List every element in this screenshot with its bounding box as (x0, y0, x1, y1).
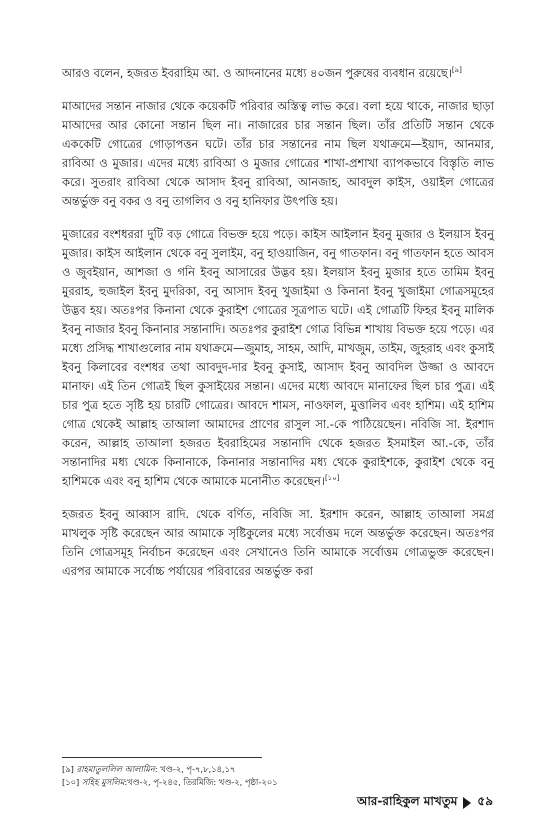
footnote-marker: [১০] (62, 777, 80, 787)
footnote-ref-9[interactable]: [৯] (451, 66, 462, 75)
footnote-detail: : খণ্ড-২, পৃ-৭,৮,১৪,১৭ (154, 764, 236, 774)
paragraph-text: মাআদের সন্তান নাজার থেকে কয়েকটি পরিবার অস্তিত্ব লাভ করে। বলা হয়ে থাকে, নাজার ছাড়া মাআদের আর কোনো সন্তান ছিল না। নাজারের চার সন্তান ছিল। তাঁর প্রতিটি সন্তান থেকে এককেটি গোত্রের গোড়াপত্তন ঘটে। তাঁর চার সন্তানের নাম ছিল যথাক্রমে—ইয়াদ, আনমার, রাবিআ ও মুজার। এদের মধ্যে রাবিআ ও মুজার গোত্রের শাখা-প্রশাখা ব্যাপকভাবে বিস্তৃতি লাভ করে। সুতরাং রাবিআ থেকে আসাদ ইবনু রাবিআ, আনজাহ, আবদুল কাইস, ওয়াইল গোত্রের অন্তর্ভুক্ত বনু বকর ও বনু তাগলিব ও বনু হানিফার উৎপত্তি হয়। (62, 99, 494, 208)
book-title: আর-রাহিকুল মাখতুম (356, 794, 458, 808)
page-footer (357, 793, 493, 813)
page-number: ৫৯ (477, 794, 493, 808)
triangle-right-icon (463, 797, 471, 809)
paragraph-text: আরও বলেন, হজরত ইবরাহিম আ. ও আদনানের মধ্যে ৪০জন পুরুষের ব্যবধান রয়েছে। (62, 66, 452, 80)
footnote-10 (62, 776, 494, 789)
paragraph-text: হজরত ইবনু আব্বাস রাদি. থেকে বর্ণিত, নবিজি সা. ইরশাদ করেন, আল্লাহ তাআলা সমগ্র মাখলুক সৃষ্টি করেছেন আর আমাকে সৃষ্টিকুলের মধ্যে সর্বোত্তম দলে অন্তর্ভুক্ত করেছেন। অতঃপর তিনি গোত্রসমূহ নির্বাচন করেছেন এবং সেখানেও তিনি আমাকে সর্বোত্তম গোত্রভুক্ত করেছেন। এরপর আমাকে সর্বোচ্চ পর্যায়ের পরিবারের অন্তর্ভুক্ত করা (62, 507, 494, 578)
footnote-divider (62, 757, 262, 758)
paragraph-4 (62, 505, 494, 581)
paragraph-3 (62, 225, 494, 491)
body-text (62, 64, 494, 595)
paragraph-1 (62, 64, 494, 83)
paragraph-2 (62, 97, 494, 211)
footnote-marker: [৯] (62, 764, 74, 774)
paragraph-text: মুজারের বংশধররা দুটি বড় গোত্রে বিভক্ত হয়ে পড়ে। কাইস আইলান ইবনু মুজার ও ইলয়াস ইবনু মুজার। কাইস আইলান থেকে বনু সুলাইম, বনু হাওয়াজিন, বনু গাতফান। বনু গাতফান হতে আবস ও জুবইয়ান, আশজা ও গনি ইবনু আসারের উদ্ভব হয়। ইলয়াস ইবনু মুজার হতে তামিম ইবনু মুররাহ, হুজাইল ইবনু মুদরিকা, বনু আসাদ ইবনু খুজাইমা ও কিনানা ইবনু খুজাইমা গোত্রসমূহের উদ্ভব হয়। অতঃপর কিনানা থেকে কুরাইশ গোত্রের সূত্রপাত ঘটে। এই গোত্রটি ফিহর ইবনু মালিক ইবনু নাজার ইবনু কিনানার সন্তানাদি। অতঃপর কুরাইশ গোত্র বিভিন্ন শাখায় বিভক্ত হয়ে পড়ে। এর মধ্যে প্রসিদ্ধ শাখাগুলোর নাম যথাক্রমে—জুমাহ, সাহম, আদি, মাখজুম, তাইম, জুহরাহ এবং কুসাই ইবনু কিলাবের বংশধর তথা আবদুদ-দার ইবনু কুসাই, আসাদ ইবনু আবদিল উজ্জা ও আবদে মানাফ। এই তিন গোত্রই ছিল কুসাইয়ের সন্তান। এদের মধ্যে আবদে মানাফের ছিল চার পুত্র। এই চার পুত্র হতে সৃষ্টি হয় চারটি গোত্রের। আবদে শামস, নাওফাল, মুত্তালিব এবং হাশিম। এই হাশিম গোত্র থেকেই আল্লাহ তাআলা আমাদের প্রাণের রাসুল সা.-কে পাঠিয়েছেন। নবিজি সা. ইরশাদ করেন, আল্লাহ তাআলা হজরত ইবরাহিমের সন্তানাদি থেকে হজরত ইসমাইল আ.-কে, তাঁর সন্তানাদির মধ্য থেকে কিনানাকে, কিনানার সন্তানাদির মধ্য থেকে কুরাইশকে, কুরাইশ থেকে বনু হাশিমকে এবং বনু হাশিম থেকে আমাকে মনোনীত করেছেন। (62, 227, 494, 488)
footnote-detail: :খণ্ড-২, পৃ-২৪৫, তিরমিজি: খণ্ড-২, পৃষ্ঠা-২০১ (124, 777, 278, 787)
footnote-9 (62, 763, 494, 776)
footnotes (62, 763, 494, 789)
footnote-source: সহিহ মুসলিম (81, 777, 125, 787)
footnote-ref-10[interactable]: [১০] (324, 474, 340, 483)
footnote-source: রাহমাতুললিল আলামিন (76, 764, 155, 774)
